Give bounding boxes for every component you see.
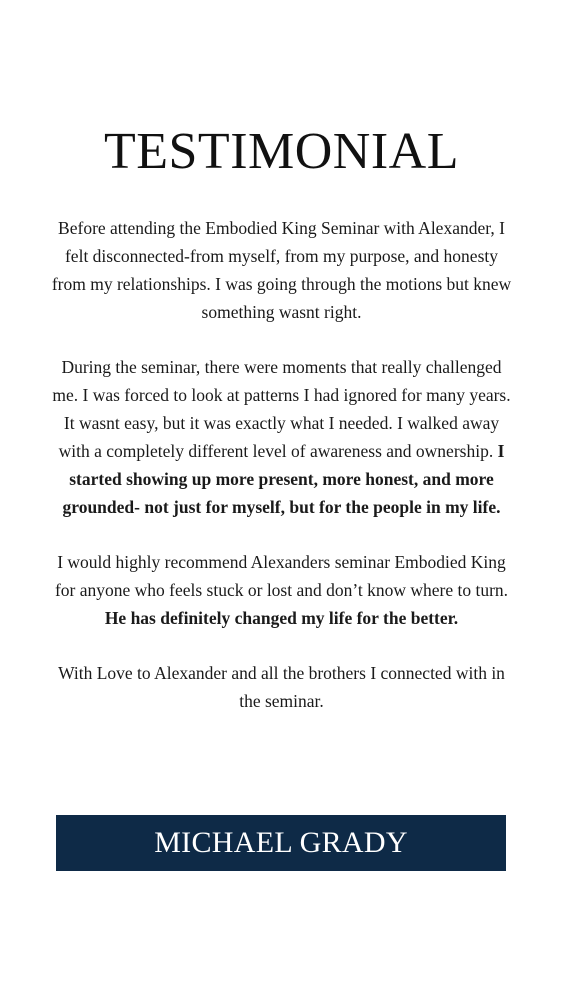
testimonial-body xyxy=(50,214,513,715)
paragraph-text: During the seminar, there were moments that really challenged me. I was forced to look at patterns I had ignored for many years. It wasnt easy, but it was exactly what I needed. I walked away with a completely different level of awareness and ownership. xyxy=(52,357,511,461)
testimonial-paragraph-2 xyxy=(50,353,513,521)
testimonial-paragraph-4 xyxy=(50,659,513,715)
page-title: TESTIMONIAL xyxy=(103,123,459,180)
paragraph-bold-text: He has definitely changed my life for the better. xyxy=(104,608,459,628)
paragraph-text: With Love to Alexander and all the brothers I connected with in the seminar. xyxy=(58,663,505,711)
testimonial-paragraph-1 xyxy=(50,214,513,326)
paragraph-text: I would highly recommend Alexanders seminar Embodied King for anyone who feels stuck or lost and don’t know where to turn. xyxy=(54,552,509,600)
paragraph-bold-text: I started showing up more present, more honest, and more grounded- not just for myself, but for the people in my life. xyxy=(62,441,505,517)
paragraph-text: Before attending the Embodied King Seminar with Alexander, I felt disconnected-from myself, from my purpose, and honesty from my relationships. I was going through the motions but knew something wasnt right. xyxy=(51,218,512,322)
testimonial-paragraph-3 xyxy=(50,548,513,632)
author-name: MICHAEL GRADY xyxy=(154,826,408,859)
author-name-banner xyxy=(56,815,506,871)
